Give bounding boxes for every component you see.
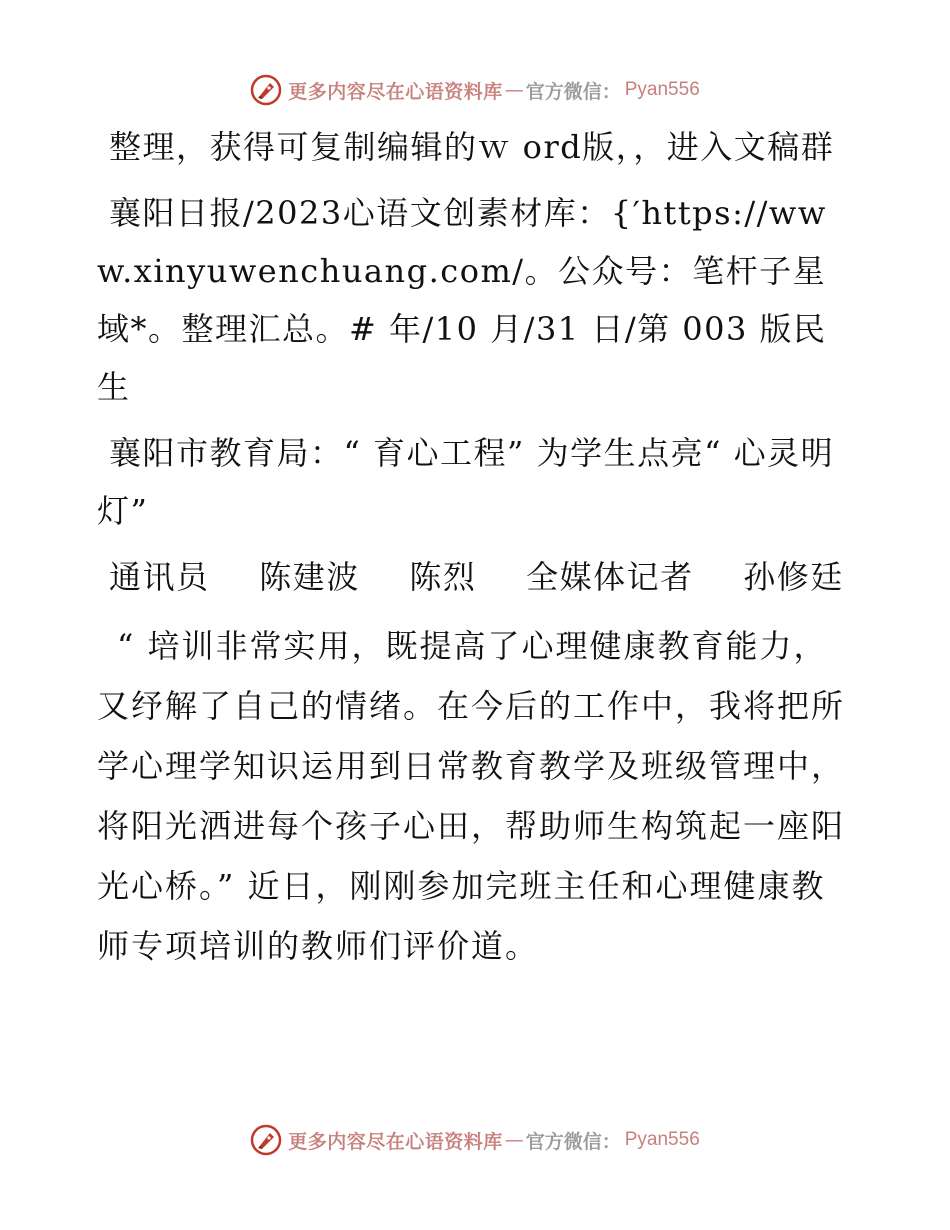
byline-name-2: 陈烈 xyxy=(409,558,477,596)
watermark-separator: — xyxy=(504,79,524,101)
watermark-text: 更多内容尽在心语资料库 xyxy=(288,80,503,103)
byline-name-1: 陈建波 xyxy=(259,558,360,596)
document-body xyxy=(97,118,857,976)
pen-nib-logo-icon xyxy=(250,74,282,106)
body-paragraph: “ 培训非常实用，既提高了心理健康教育能力，又纾解了自己的情绪。在今后的工作中，我将把所学心理学知识运用到日常教育教学及班级管理中，将阳光洒进每个孩子心田，帮助师生构筑起一座阳光心桥。” 近日，刚刚参加完班主任和心理健康教师专项培训的教师们评价道。 xyxy=(97,627,846,965)
watermark-wechat-label: 官方微信： xyxy=(525,80,621,103)
watermark-wechat-id: Pyan556 xyxy=(624,79,700,100)
watermark-wechat-label: 官方微信： xyxy=(525,1130,621,1153)
footer-watermark xyxy=(0,1120,950,1160)
article-title: 襄阳市教育局：“ 育心工程” 为学生点亮“ 心灵明灯” xyxy=(97,434,835,530)
header-watermark xyxy=(0,70,950,110)
byline-name-3: 孙修廷 xyxy=(743,558,844,596)
watermark-wechat-id: Pyan556 xyxy=(624,1129,700,1150)
byline xyxy=(97,548,857,606)
watermark-text: 更多内容尽在心语资料库 xyxy=(288,1130,503,1153)
byline-role-reporter: 全媒体记者 xyxy=(526,558,694,596)
pen-nib-logo-icon xyxy=(250,1124,282,1156)
intro-paragraph: 整理，获得可复制编辑的ｗ ord版，，进入文稿群 xyxy=(109,128,835,166)
watermark-separator: — xyxy=(504,1129,524,1151)
byline-role-correspondent: 通讯员 xyxy=(109,558,210,596)
source-paragraph: 襄阳日报/2023心语文创素材库：{′https://www.xinyuwenchuang.com/。公众号：笔杆子星域*。整理汇总。# 年/10 月/31 日/第 003 版民生 xyxy=(97,194,827,406)
